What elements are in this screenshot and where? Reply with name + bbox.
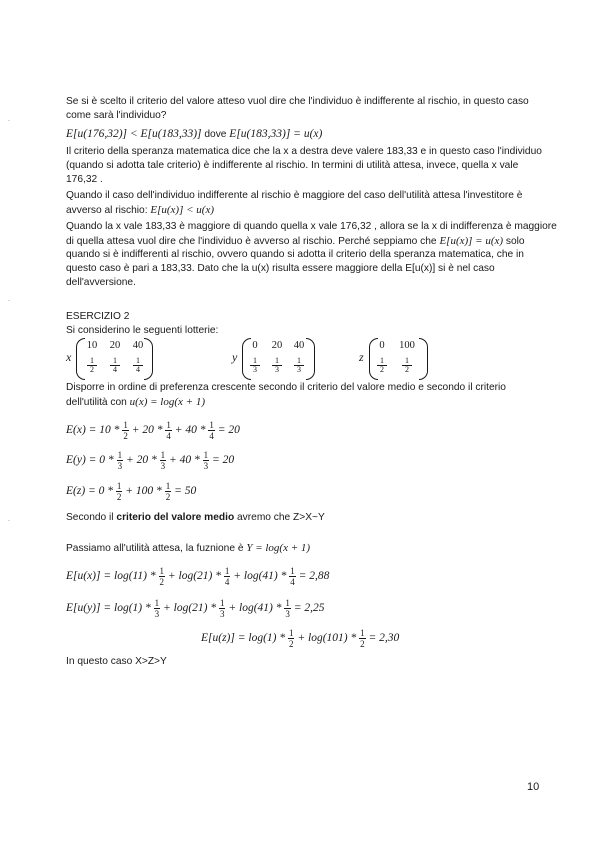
equation xyxy=(66,127,322,142)
lottery-value: 40 xyxy=(293,340,305,351)
text-fragment: dell'utilità con xyxy=(66,397,130,408)
lottery-value: 20 xyxy=(271,340,283,351)
text-line: come sarà l'individuo? xyxy=(66,110,167,121)
lottery-value: 0 xyxy=(379,340,385,351)
right-paren xyxy=(419,338,428,380)
text-line xyxy=(66,234,525,248)
expected-utility-x: E[u(x)] = log(11) * $\frac{1}{2}$ + log(21) * $\frac{1}{4}$ + log(41) * $\frac{1}{4}$ = 2,88 xyxy=(66,566,330,587)
expected-value-y: E(y) = 0 * $\frac{1}{3}$ + 20 * $\frac{1}{3}$ + 40 * $\frac{1}{3}$ = 20 xyxy=(66,450,235,471)
scan-mark xyxy=(8,520,10,521)
conclusion-utility: In questo caso X>Z>Y xyxy=(66,656,167,667)
conclusion-mean-criterion: Secondo il criterio del valore medio avremo che Z>X~Y xyxy=(66,512,325,523)
text-fragment: avverso al rischio: xyxy=(66,205,148,216)
text-line: Il criterio della speranza matematica dice che la x a destra deve valere 183,33 e in questo caso l'individuo xyxy=(66,146,542,157)
text-line xyxy=(66,541,310,555)
right-paren xyxy=(144,338,153,380)
lottery-prob: 1 4 xyxy=(110,357,120,374)
lottery-prob: 1 3 xyxy=(294,357,304,374)
lottery-name: x xyxy=(66,350,72,364)
text-line xyxy=(66,203,214,217)
expected-value-x: E(x) = 10 * $\frac{1}{2}$ + 20 * $\frac{1}{4}$ + 40 * $\frac{1}{4}$ = 20 xyxy=(66,420,240,441)
expected-utility-y: E[u(y)] = log(1) * $\frac{1}{3}$ + log(21) * $\frac{1}{3}$ + log(41) * $\frac{1}{3}$ = 2,25 xyxy=(66,598,325,619)
lottery-prob: 1 4 xyxy=(133,357,143,374)
equation-connector: dove xyxy=(201,129,230,140)
lottery-value: 20 xyxy=(109,340,121,351)
page-number: 10 xyxy=(527,781,540,793)
expected-utility-z: E[u(z)] = log(1) * $\frac{1}{2}$ + log(101) * $\frac{1}{2}$ = 2,30 xyxy=(201,628,400,649)
text-line: Se si è scelto il criterio del valore atteso vuol dire che l'individuo è indifferente al rischio, in questo caso xyxy=(66,96,529,107)
scan-mark xyxy=(8,300,10,301)
text-line: Quando il caso dell'individuo indifferente al rischio è maggiore del caso dell'utilità attesa l'investitore è xyxy=(66,190,523,201)
inline-equation: Y = log⁡(x + 1) xyxy=(246,542,311,554)
equation-left: E[u(176,32)] < E[u(183,33)] xyxy=(66,128,202,140)
text-fragment: di quella attesa vuol dire che l'individuo è avverso al rischio. Perché seppiamo che xyxy=(66,236,440,247)
exercise-intro: Si considerino le seguenti lotterie: xyxy=(66,325,219,336)
inline-equation: u(x) = log⁡(x + 1) xyxy=(129,396,205,408)
text-fragment: solo xyxy=(503,236,525,247)
lottery-name: z xyxy=(359,350,364,364)
lottery-z xyxy=(359,338,439,378)
text-line xyxy=(66,395,205,409)
lottery-prob: 1 2 xyxy=(87,357,97,374)
inline-equation: E[u(x)] = u(x) xyxy=(439,235,504,247)
lottery-y xyxy=(232,338,322,378)
inline-equation: E[u(x)] < u(x) xyxy=(150,204,214,216)
text-line: Disporre in ordine di preferenza crescente secondo il criterio del valore medio e secondo il criterio xyxy=(66,382,506,393)
right-paren xyxy=(306,338,315,380)
lottery-value: 40 xyxy=(132,340,144,351)
expected-value-z: E(z) = 0 * $\frac{1}{2}$ + 100 * $\frac{1}{2}$ = 50 xyxy=(66,481,197,502)
text-line: quando si è indifferenti al rischio, ovvero quando si adotta il criterio della speranza matematica, che in xyxy=(66,249,524,260)
equation-right: E[u(183,33)] = u(x) xyxy=(229,128,323,140)
scan-mark xyxy=(8,120,10,121)
lottery-x xyxy=(66,338,156,378)
lottery-value: 0 xyxy=(252,340,258,351)
lottery-value: 10 xyxy=(86,340,98,351)
lottery-prob: 1 3 xyxy=(250,357,260,374)
lottery-name: y xyxy=(232,350,238,364)
exercise-title: ESERCIZIO 2 xyxy=(66,311,130,322)
text-line: dell'avversione. xyxy=(66,277,136,288)
lottery-prob: 1 2 xyxy=(377,357,387,374)
lottery-value: 100 xyxy=(399,340,415,351)
text-line: (quando si adotta tale criterio) è indifferente al rischio. In termini di utilità attesa, invece, quella x vale xyxy=(66,160,519,171)
text-fragment: Passiamo all'utilità attesa, la fuznione è xyxy=(66,543,247,554)
text-line: questo caso è pari a 183,33. Dato che la u(x) risulta essere maggiore della E[u(x)] si è nel caso xyxy=(66,263,495,274)
lottery-prob: 1 3 xyxy=(272,357,282,374)
lottery-prob: 1 2 xyxy=(402,357,412,374)
text-line: Quando la x vale 183,33 è maggiore di quando quella x vale 176,32 , allora se la x di indifferenza è maggiore xyxy=(66,221,557,232)
text-line: 176,32 . xyxy=(66,174,103,185)
